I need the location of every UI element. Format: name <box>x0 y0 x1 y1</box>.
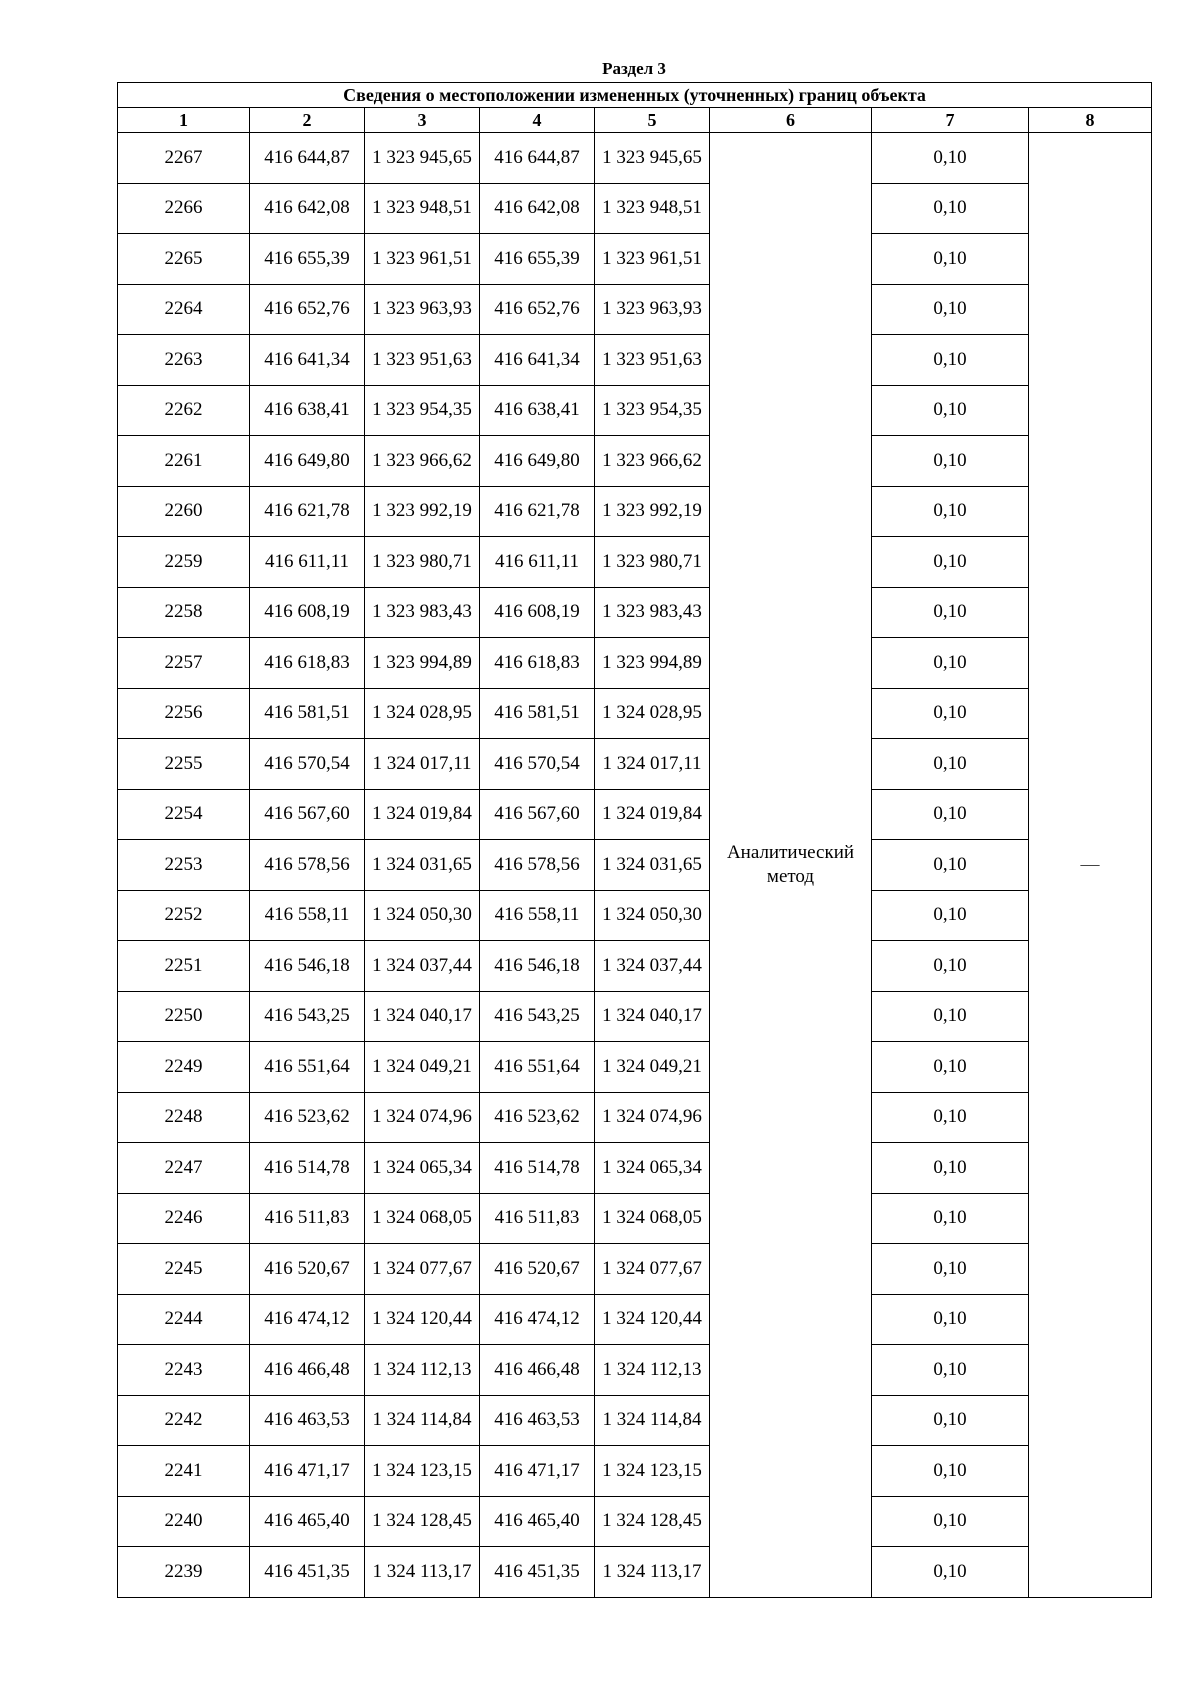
cell-x1: 416 581,51 <box>250 688 365 739</box>
cell-y1: 1 324 050,30 <box>365 890 480 941</box>
table-row <box>118 587 1152 638</box>
cell-y1: 1 324 077,67 <box>365 1244 480 1295</box>
cell-accuracy: 0,10 <box>872 941 1029 992</box>
cell-accuracy: 0,10 <box>872 789 1029 840</box>
cell-x2: 416 578,56 <box>480 840 595 891</box>
table-row <box>118 1446 1152 1497</box>
cell-accuracy: 0,10 <box>872 284 1029 335</box>
cell-point: 2265 <box>118 234 250 285</box>
cell-accuracy: 0,10 <box>872 587 1029 638</box>
cell-accuracy: 0,10 <box>872 1345 1029 1396</box>
cell-x2: 416 655,39 <box>480 234 595 285</box>
cell-accuracy: 0,10 <box>872 1193 1029 1244</box>
cell-accuracy: 0,10 <box>872 739 1029 790</box>
column-number: 4 <box>480 108 595 133</box>
cell-point: 2257 <box>118 638 250 689</box>
cell-x1: 416 471,17 <box>250 1446 365 1497</box>
cell-accuracy: 0,10 <box>872 1143 1029 1194</box>
cell-x1: 416 543,25 <box>250 991 365 1042</box>
cell-x1: 416 558,11 <box>250 890 365 941</box>
cell-x2: 416 514,78 <box>480 1143 595 1194</box>
table-row <box>118 436 1152 487</box>
cell-x2: 416 523,62 <box>480 1092 595 1143</box>
cell-x2: 416 611,11 <box>480 537 595 588</box>
coordinates-table <box>117 82 1152 1598</box>
cell-y1: 1 324 068,05 <box>365 1193 480 1244</box>
cell-x2: 416 474,12 <box>480 1294 595 1345</box>
cell-x1: 416 611,11 <box>250 537 365 588</box>
cell-x2: 416 543,25 <box>480 991 595 1042</box>
cell-point: 2255 <box>118 739 250 790</box>
cell-y2: 1 324 050,30 <box>595 890 710 941</box>
cell-x1: 416 652,76 <box>250 284 365 335</box>
cell-x1: 416 514,78 <box>250 1143 365 1194</box>
cell-y2: 1 323 980,71 <box>595 537 710 588</box>
cell-y2: 1 324 068,05 <box>595 1193 710 1244</box>
cell-y2: 1 324 031,65 <box>595 840 710 891</box>
cell-x2: 416 546,18 <box>480 941 595 992</box>
cell-x1: 416 463,53 <box>250 1395 365 1446</box>
cell-col8: — <box>1029 133 1152 1598</box>
cell-x1: 416 520,67 <box>250 1244 365 1295</box>
table-row <box>118 537 1152 588</box>
cell-point: 2246 <box>118 1193 250 1244</box>
cell-y2: 1 323 961,51 <box>595 234 710 285</box>
cell-y2: 1 324 123,15 <box>595 1446 710 1497</box>
cell-x2: 416 581,51 <box>480 688 595 739</box>
cell-point: 2252 <box>118 890 250 941</box>
table-row <box>118 234 1152 285</box>
cell-accuracy: 0,10 <box>872 840 1029 891</box>
cell-x1: 416 551,64 <box>250 1042 365 1093</box>
table-caption-row <box>118 83 1152 108</box>
cell-accuracy: 0,10 <box>872 991 1029 1042</box>
cell-accuracy: 0,10 <box>872 1294 1029 1345</box>
cell-x1: 416 474,12 <box>250 1294 365 1345</box>
cell-y1: 1 323 945,65 <box>365 133 480 184</box>
table-row <box>118 688 1152 739</box>
table-body <box>118 83 1152 1598</box>
cell-x2: 416 551,64 <box>480 1042 595 1093</box>
cell-y2: 1 323 951,63 <box>595 335 710 386</box>
cell-y2: 1 324 028,95 <box>595 688 710 739</box>
column-number: 8 <box>1029 108 1152 133</box>
cell-point: 2242 <box>118 1395 250 1446</box>
column-number: 7 <box>872 108 1029 133</box>
cell-point: 2244 <box>118 1294 250 1345</box>
cell-y1: 1 323 954,35 <box>365 385 480 436</box>
cell-y2: 1 323 954,35 <box>595 385 710 436</box>
cell-point: 2243 <box>118 1345 250 1396</box>
cell-y1: 1 324 040,17 <box>365 991 480 1042</box>
cell-y1: 1 324 074,96 <box>365 1092 480 1143</box>
table-row <box>118 1496 1152 1547</box>
cell-x2: 416 511,83 <box>480 1193 595 1244</box>
cell-accuracy: 0,10 <box>872 638 1029 689</box>
cell-x2: 416 608,19 <box>480 587 595 638</box>
cell-x1: 416 655,39 <box>250 234 365 285</box>
cell-y1: 1 324 019,84 <box>365 789 480 840</box>
cell-y1: 1 324 128,45 <box>365 1496 480 1547</box>
cell-y1: 1 324 049,21 <box>365 1042 480 1093</box>
cell-method: Аналитический метод <box>710 133 872 1598</box>
cell-y2: 1 323 963,93 <box>595 284 710 335</box>
cell-point: 2260 <box>118 486 250 537</box>
cell-point: 2250 <box>118 991 250 1042</box>
cell-x1: 416 621,78 <box>250 486 365 537</box>
cell-x1: 416 546,18 <box>250 941 365 992</box>
table-row <box>118 385 1152 436</box>
cell-accuracy: 0,10 <box>872 436 1029 487</box>
table-row <box>118 1143 1152 1194</box>
cell-point: 2245 <box>118 1244 250 1295</box>
cell-x2: 416 652,76 <box>480 284 595 335</box>
cell-x1: 416 570,54 <box>250 739 365 790</box>
cell-x1: 416 618,83 <box>250 638 365 689</box>
cell-x1: 416 511,83 <box>250 1193 365 1244</box>
table-row <box>118 840 1152 891</box>
table-row <box>118 335 1152 386</box>
cell-x2: 416 451,35 <box>480 1547 595 1598</box>
cell-x1: 416 523,62 <box>250 1092 365 1143</box>
cell-accuracy: 0,10 <box>872 688 1029 739</box>
cell-y1: 1 323 994,89 <box>365 638 480 689</box>
cell-y1: 1 323 980,71 <box>365 537 480 588</box>
cell-point: 2248 <box>118 1092 250 1143</box>
cell-x1: 416 644,87 <box>250 133 365 184</box>
cell-y2: 1 324 114,84 <box>595 1395 710 1446</box>
cell-y2: 1 324 120,44 <box>595 1294 710 1345</box>
cell-y2: 1 324 049,21 <box>595 1042 710 1093</box>
cell-x2: 416 642,08 <box>480 183 595 234</box>
cell-x2: 416 621,78 <box>480 486 595 537</box>
cell-y2: 1 324 017,11 <box>595 739 710 790</box>
cell-y1: 1 324 114,84 <box>365 1395 480 1446</box>
cell-x1: 416 638,41 <box>250 385 365 436</box>
cell-point: 2241 <box>118 1446 250 1497</box>
column-number: 1 <box>118 108 250 133</box>
cell-y2: 1 323 992,19 <box>595 486 710 537</box>
cell-x1: 416 608,19 <box>250 587 365 638</box>
cell-y2: 1 323 945,65 <box>595 133 710 184</box>
cell-y2: 1 323 983,43 <box>595 587 710 638</box>
cell-accuracy: 0,10 <box>872 1547 1029 1598</box>
cell-point: 2262 <box>118 385 250 436</box>
cell-y2: 1 323 948,51 <box>595 183 710 234</box>
cell-point: 2263 <box>118 335 250 386</box>
cell-accuracy: 0,10 <box>872 1042 1029 1093</box>
cell-y1: 1 323 992,19 <box>365 486 480 537</box>
table-row <box>118 1244 1152 1295</box>
cell-y2: 1 323 994,89 <box>595 638 710 689</box>
table-row <box>118 941 1152 992</box>
cell-point: 2247 <box>118 1143 250 1194</box>
cell-x2: 416 649,80 <box>480 436 595 487</box>
cell-x2: 416 520,67 <box>480 1244 595 1295</box>
cell-y2: 1 324 113,17 <box>595 1547 710 1598</box>
column-number-row <box>118 108 1152 133</box>
column-number: 5 <box>595 108 710 133</box>
cell-y2: 1 323 966,62 <box>595 436 710 487</box>
cell-accuracy: 0,10 <box>872 890 1029 941</box>
cell-y1: 1 324 123,15 <box>365 1446 480 1497</box>
cell-y1: 1 323 963,93 <box>365 284 480 335</box>
cell-y1: 1 323 983,43 <box>365 587 480 638</box>
cell-point: 2259 <box>118 537 250 588</box>
cell-point: 2266 <box>118 183 250 234</box>
table-row <box>118 1547 1152 1598</box>
cell-y1: 1 324 113,17 <box>365 1547 480 1598</box>
cell-x1: 416 567,60 <box>250 789 365 840</box>
cell-x2: 416 638,41 <box>480 385 595 436</box>
cell-x2: 416 618,83 <box>480 638 595 689</box>
cell-accuracy: 0,10 <box>872 133 1029 184</box>
cell-x2: 416 471,17 <box>480 1446 595 1497</box>
cell-x2: 416 465,40 <box>480 1496 595 1547</box>
table-row <box>118 739 1152 790</box>
cell-x2: 416 466,48 <box>480 1345 595 1396</box>
cell-x1: 416 641,34 <box>250 335 365 386</box>
table-row <box>118 1294 1152 1345</box>
cell-y2: 1 324 019,84 <box>595 789 710 840</box>
cell-y2: 1 324 077,67 <box>595 1244 710 1295</box>
table-caption: Сведения о местоположении измененных (уточненных) границ объекта <box>118 83 1152 108</box>
cell-y1: 1 324 112,13 <box>365 1345 480 1396</box>
cell-accuracy: 0,10 <box>872 537 1029 588</box>
cell-accuracy: 0,10 <box>872 183 1029 234</box>
table-row <box>118 1092 1152 1143</box>
table-row <box>118 991 1152 1042</box>
cell-y1: 1 323 951,63 <box>365 335 480 386</box>
table-row <box>118 284 1152 335</box>
cell-accuracy: 0,10 <box>872 486 1029 537</box>
cell-x2: 416 644,87 <box>480 133 595 184</box>
cell-point: 2254 <box>118 789 250 840</box>
cell-x2: 416 558,11 <box>480 890 595 941</box>
cell-x1: 416 642,08 <box>250 183 365 234</box>
cell-accuracy: 0,10 <box>872 385 1029 436</box>
table-row <box>118 1193 1152 1244</box>
column-number: 3 <box>365 108 480 133</box>
cell-y1: 1 324 031,65 <box>365 840 480 891</box>
cell-y1: 1 324 028,95 <box>365 688 480 739</box>
cell-x1: 416 649,80 <box>250 436 365 487</box>
table-row <box>118 638 1152 689</box>
cell-x2: 416 463,53 <box>480 1395 595 1446</box>
cell-x2: 416 570,54 <box>480 739 595 790</box>
column-number: 2 <box>250 108 365 133</box>
cell-accuracy: 0,10 <box>872 1496 1029 1547</box>
cell-y1: 1 324 017,11 <box>365 739 480 790</box>
cell-y1: 1 324 065,34 <box>365 1143 480 1194</box>
cell-y1: 1 323 948,51 <box>365 183 480 234</box>
table-row <box>118 1395 1152 1446</box>
table-row <box>118 486 1152 537</box>
table-row <box>118 1042 1152 1093</box>
table-row <box>118 133 1152 184</box>
cell-y2: 1 324 065,34 <box>595 1143 710 1194</box>
cell-y2: 1 324 128,45 <box>595 1496 710 1547</box>
cell-x1: 416 578,56 <box>250 840 365 891</box>
cell-point: 2240 <box>118 1496 250 1547</box>
cell-x1: 416 466,48 <box>250 1345 365 1396</box>
cell-point: 2261 <box>118 436 250 487</box>
cell-accuracy: 0,10 <box>872 1395 1029 1446</box>
cell-accuracy: 0,10 <box>872 335 1029 386</box>
cell-y1: 1 324 037,44 <box>365 941 480 992</box>
cell-y2: 1 324 037,44 <box>595 941 710 992</box>
cell-x2: 416 641,34 <box>480 335 595 386</box>
cell-point: 2249 <box>118 1042 250 1093</box>
cell-x2: 416 567,60 <box>480 789 595 840</box>
cell-y1: 1 323 966,62 <box>365 436 480 487</box>
cell-point: 2264 <box>118 284 250 335</box>
cell-accuracy: 0,10 <box>872 1446 1029 1497</box>
section-title: Раздел 3 <box>602 59 666 78</box>
cell-x1: 416 465,40 <box>250 1496 365 1547</box>
cell-y2: 1 324 112,13 <box>595 1345 710 1396</box>
cell-accuracy: 0,10 <box>872 1244 1029 1295</box>
cell-point: 2258 <box>118 587 250 638</box>
table-row <box>118 183 1152 234</box>
cell-y2: 1 324 074,96 <box>595 1092 710 1143</box>
cell-x1: 416 451,35 <box>250 1547 365 1598</box>
table-row <box>118 890 1152 941</box>
table-row <box>118 789 1152 840</box>
table-row <box>118 1345 1152 1396</box>
cell-y2: 1 324 040,17 <box>595 991 710 1042</box>
cell-point: 2267 <box>118 133 250 184</box>
cell-point: 2253 <box>118 840 250 891</box>
cell-point: 2256 <box>118 688 250 739</box>
cell-point: 2239 <box>118 1547 250 1598</box>
cell-accuracy: 0,10 <box>872 234 1029 285</box>
column-number: 6 <box>710 108 872 133</box>
cell-y1: 1 324 120,44 <box>365 1294 480 1345</box>
cell-point: 2251 <box>118 941 250 992</box>
cell-y1: 1 323 961,51 <box>365 234 480 285</box>
cell-accuracy: 0,10 <box>872 1092 1029 1143</box>
